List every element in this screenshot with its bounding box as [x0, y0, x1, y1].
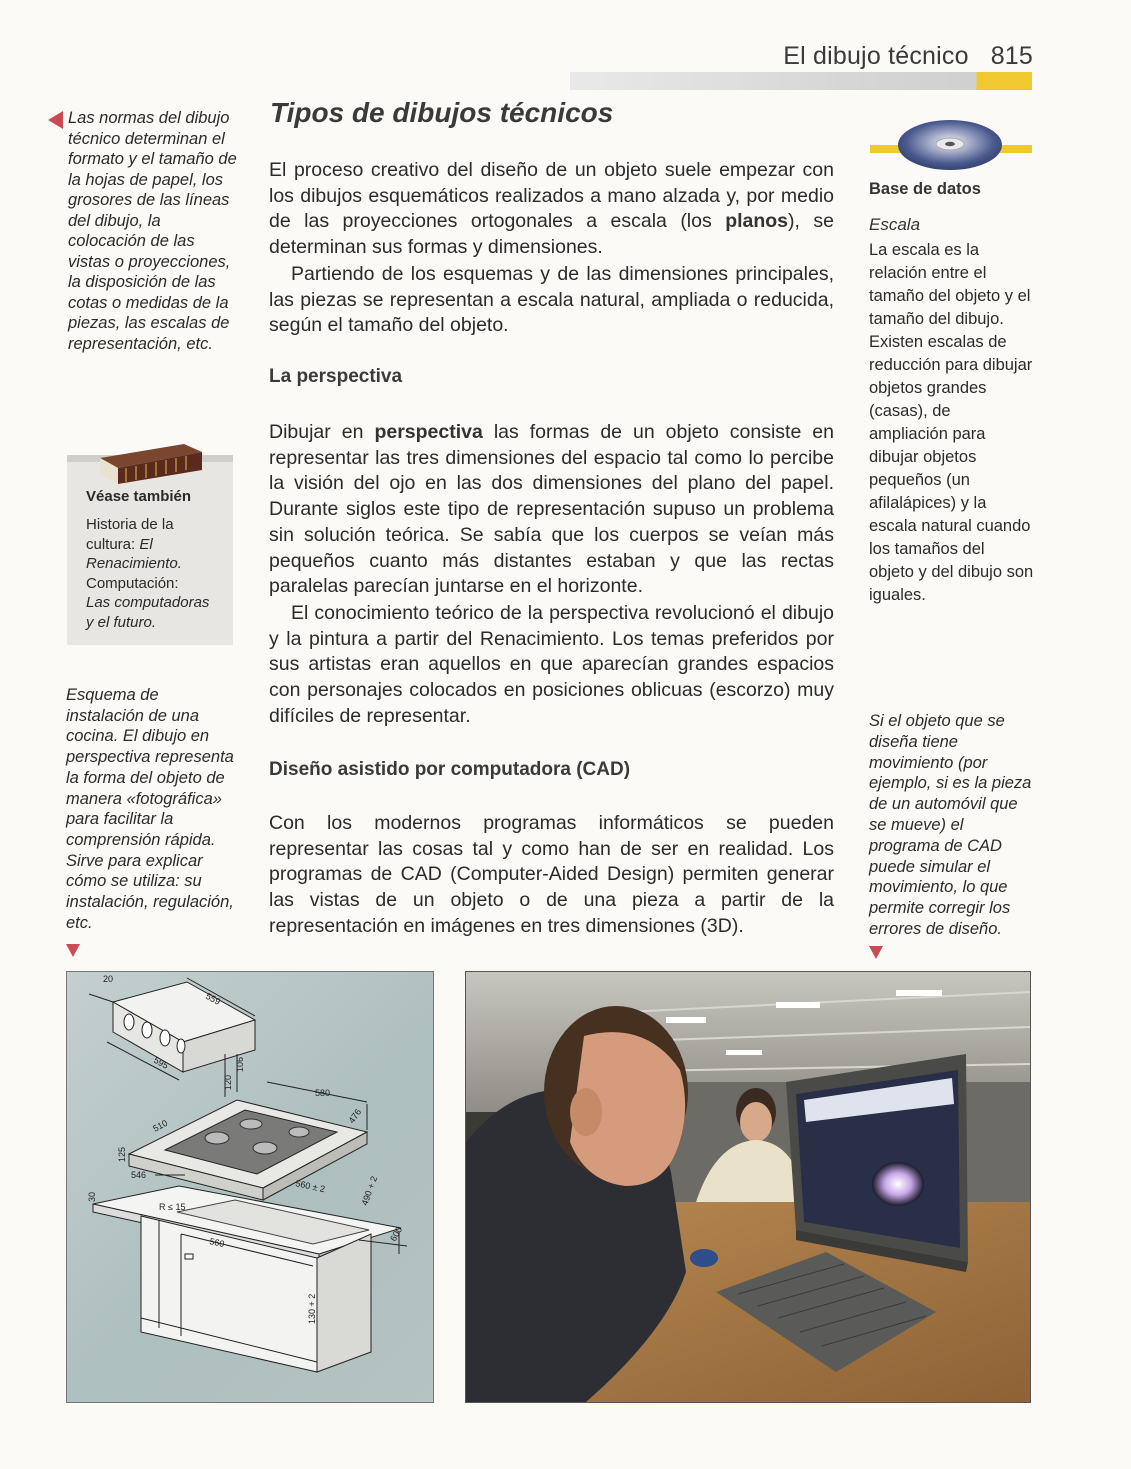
database-title: Base de datos — [869, 180, 981, 198]
dimension-label: 106 — [235, 1056, 245, 1072]
see-also-link[interactable]: Las computadoras — [86, 594, 210, 611]
main-title: Tipos de dibujos técnicos — [270, 97, 614, 128]
dimension-label: 125 — [117, 1146, 127, 1162]
dimension-label: 30 — [87, 1191, 97, 1202]
dimension-label: 559 — [204, 990, 223, 1007]
see-also-line: cultura: — [86, 535, 140, 553]
see-also-link[interactable]: Renacimiento. — [86, 555, 182, 572]
dimension-label: 595 — [152, 1054, 171, 1071]
paragraph: Dibujar en perspectiva las formas de un objeto consiste en representar las tres dimensiones del espacio tal como lo percibe la visión del ojo en las dos dimensiones del plano del papel. Durante siglos este tipo de representación supuso un problema sin solución teórica. Se sabía que los cuerpos se veían más pequeños cuanto más distantes estaban y que las rectas paralelas parecían juntarse en el horizonte. — [269, 421, 834, 598]
triangle-down-icon — [869, 946, 883, 959]
running-head — [783, 42, 1033, 71]
escala-title: Escala — [869, 215, 921, 234]
dimension-label: 546 — [131, 1170, 147, 1180]
side-note: Las normas del dibujo técnico determinan el formato y el tamaño de la hojas de papel, los grosores de las líneas del dibujo, la colocación de las vistas o proyecciones, la disposición de las cotas o medidas de la piezas, las escalas de representación, etc. — [68, 109, 237, 353]
dimension-label: 510 — [151, 1117, 170, 1134]
paragraph: Partiendo de los esquemas y de las dimensiones principales, las piezas se representan a escala natural, ampliada o reducida, según el tamaño del objeto. — [269, 263, 834, 337]
dimension-label: 130 + 2 — [307, 1293, 317, 1324]
triangle-down-icon — [66, 944, 80, 957]
cad-caption: Si el objeto que se diseña tiene movimiento (por ejemplo, si es la pieza de un automóvil que se mueve) el programa de CAD puede simular el movimiento, lo que permite corregir los errores de diseño. — [869, 712, 1032, 938]
triangle-left-icon — [48, 111, 63, 129]
page-number: 815 — [990, 42, 1033, 70]
paragraph: El conocimiento teórico de la perspectiva revolucionó el dibujo y la pintura a partir del Renacimiento. Los temas preferidos por sus artistas eran aquellos en que aparecían grandes espacios con personajes colocados en posiciones oblicuas (escorzo) muy difíciles de representar. — [269, 602, 834, 727]
see-also-line: Computación: — [86, 574, 179, 592]
see-also-list — [86, 515, 226, 632]
book-icon — [96, 440, 204, 484]
keyword: perspectiva — [374, 421, 483, 443]
dimension-label: 580 — [315, 1088, 331, 1098]
see-also-line: Historia de la — [86, 516, 174, 533]
dimension-label: 560 — [208, 1236, 226, 1250]
dimension-label: R ≤ 15 — [159, 1202, 186, 1212]
dimension-label: 120 — [223, 1074, 233, 1090]
dimension-label: 20 — [103, 974, 114, 984]
dimension-label: 600 — [388, 1224, 405, 1243]
see-also-title: Véase también — [86, 488, 192, 505]
dimension-label: 476 — [346, 1107, 364, 1126]
subheading: La perspectiva — [269, 366, 403, 387]
subheading: Diseño asistido por computadora (CAD) — [269, 759, 631, 780]
paragraph: El proceso creativo del diseño de un objeto suele empezar con los dibujos esquemáticos realizados a mano alzada y, por medio de las proyecciones ortogonales a escala (los planos), se determinan sus formas y dimensiones. — [269, 159, 834, 259]
dimension-label: 560 ± 2 — [294, 1178, 326, 1195]
keyword: planos — [725, 210, 789, 233]
see-also-link[interactable]: y el futuro. — [86, 613, 157, 631]
see-also-link[interactable]: El — [139, 535, 153, 553]
cd-disc-icon — [895, 117, 1005, 173]
section-title: El dibujo técnico — [783, 42, 969, 70]
dimension-label: 490 + 2 — [359, 1174, 380, 1207]
cad-workstation-photo — [465, 971, 1031, 1403]
kitchen-caption: Esquema de instalación de una cocina. El dibujo en perspectiva representa la forma del objeto de manera «fotográfica» para facilitar la comprensión rápida. Sirve para explicar cómo se utiliza: su instalación, regulación, etc. — [66, 686, 234, 932]
escala-body: La escala es la relación entre el tamaño del objeto y el tamaño del dibujo. Existen escalas de reducción para dibujar objetos grandes (casas), de ampliación para dibujar objetos pequeños (un afilalápices) y la escala natural cuando los tamaños del objeto y del dibujo son iguales. — [869, 241, 1034, 604]
header-rule — [570, 72, 1032, 90]
kitchen-drawing — [66, 971, 434, 1403]
paragraph: Con los modernos programas informáticos se pueden representar las cosas tal y como han de ser en realidad. Los programas de CAD (Computer-Aided Design) permiten generar las vistas de un objeto o de una pieza a partir de la representación en imágenes en tres dimensiones (3D). — [269, 812, 834, 937]
